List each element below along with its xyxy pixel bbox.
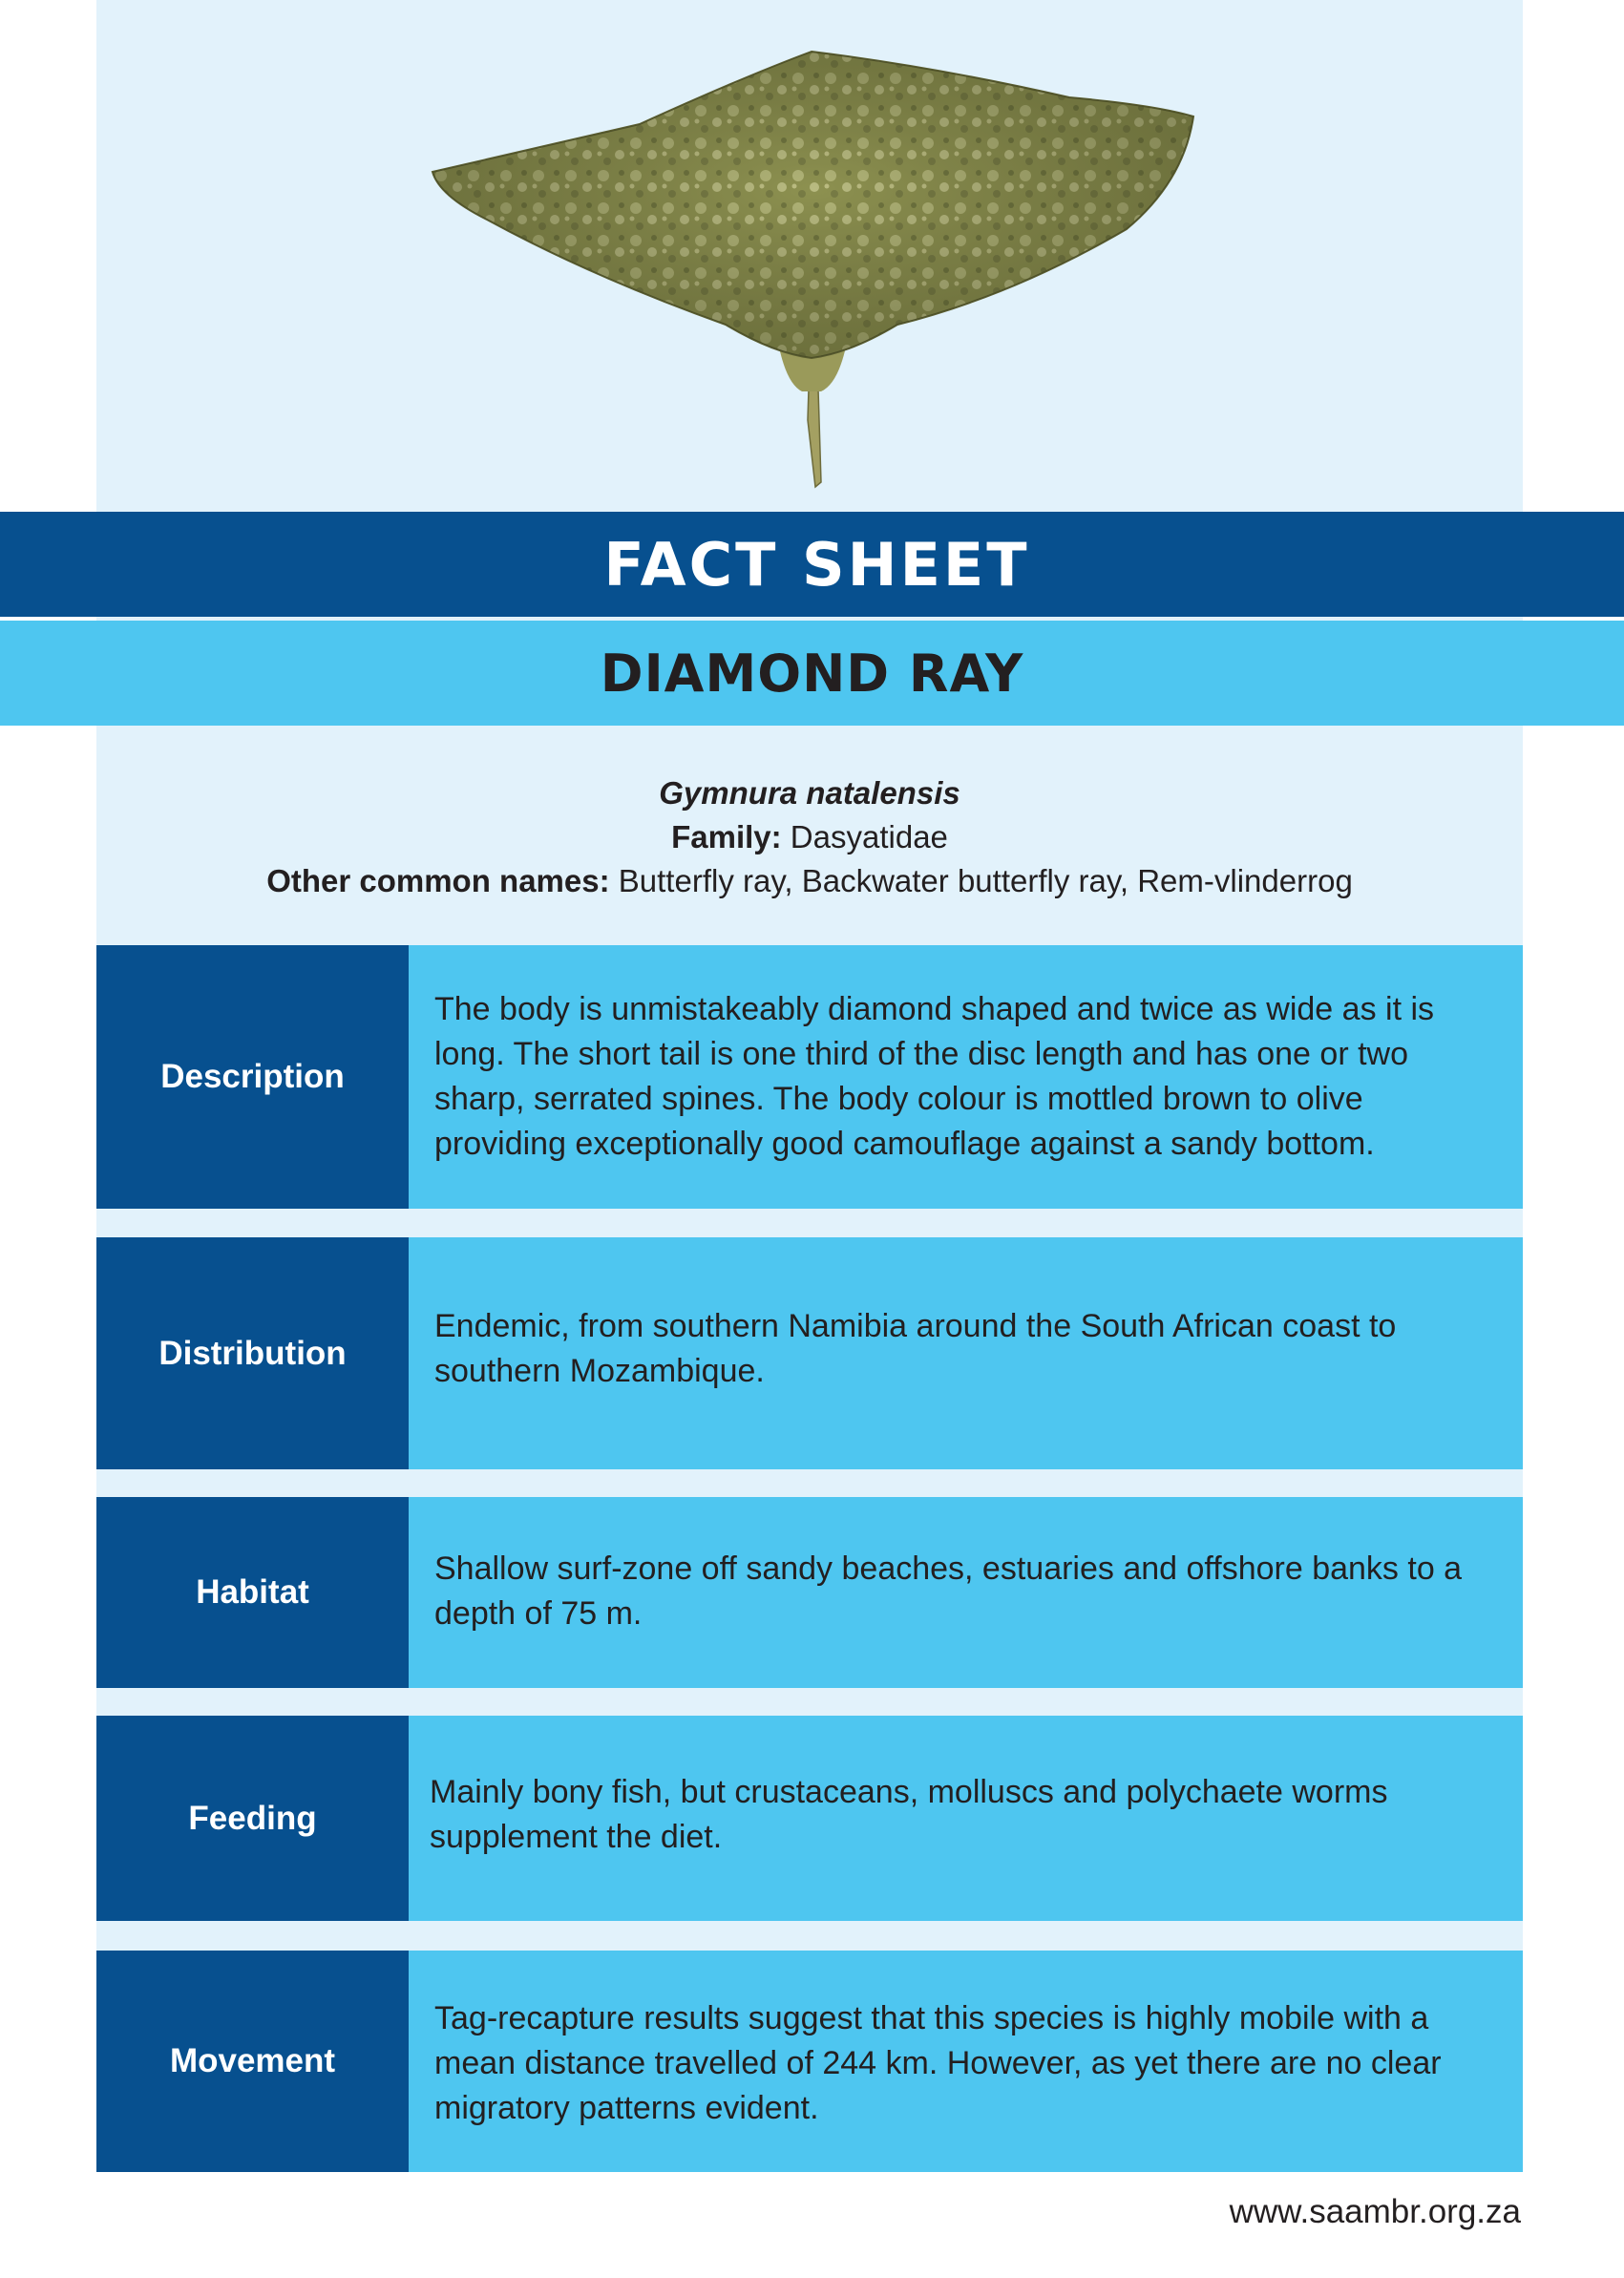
- website-url: www.saambr.org.za: [1229, 2193, 1521, 2230]
- species-name: DIAMOND RAY: [600, 643, 1024, 704]
- family-value: Dasyatidae: [781, 819, 948, 854]
- section-text: Mainly bony fish, but crustaceans, molluscs and polychaete worms supplement the diet.: [409, 1716, 1523, 1921]
- diamond-ray-illustration: [401, 38, 1222, 496]
- section-movement: [96, 1951, 1523, 2172]
- fact-sheet-title: FACT SHEET: [603, 529, 1030, 600]
- section-label: Movement: [96, 1951, 409, 2172]
- taxonomy-block: [96, 771, 1523, 903]
- section-text: Shallow surf-zone off sandy beaches, estuaries and offshore banks to a depth of 75 m.: [409, 1497, 1523, 1688]
- section-feeding: [96, 1716, 1523, 1921]
- section-label: Feeding: [96, 1716, 409, 1921]
- common-names-label: Other common names:: [266, 863, 610, 898]
- section-text: Tag-recapture results suggest that this species is highly mobile with a mean distance travelled of 244 km. However, as yet there are no clear migratory patterns evident.: [409, 1951, 1523, 2172]
- section-habitat: [96, 1497, 1523, 1688]
- section-label: Distribution: [96, 1237, 409, 1469]
- section-text: The body is unmistakeably diamond shaped and twice as wide as it is long. The short tail is one third of the disc length and has one or two sharp, serrated spines. The body colour is mottled brown to olive providing exceptionally good camouflage against a sandy bottom.: [409, 945, 1523, 1209]
- species-banner: [0, 621, 1624, 726]
- section-text: Endemic, from southern Namibia around the South African coast to southern Mozambique.: [409, 1237, 1523, 1469]
- fact-sheet-banner: [0, 512, 1624, 617]
- family-label: Family:: [671, 819, 782, 854]
- common-names-line: [96, 859, 1523, 903]
- section-label: Description: [96, 945, 409, 1209]
- family-line: [96, 815, 1523, 859]
- scientific-name: Gymnura natalensis: [659, 775, 960, 811]
- section-description: [96, 945, 1523, 1209]
- common-names-value: Butterfly ray, Backwater butterfly ray, Rem-vlinderrog: [609, 863, 1353, 898]
- section-distribution: [96, 1237, 1523, 1469]
- section-label: Habitat: [96, 1497, 409, 1688]
